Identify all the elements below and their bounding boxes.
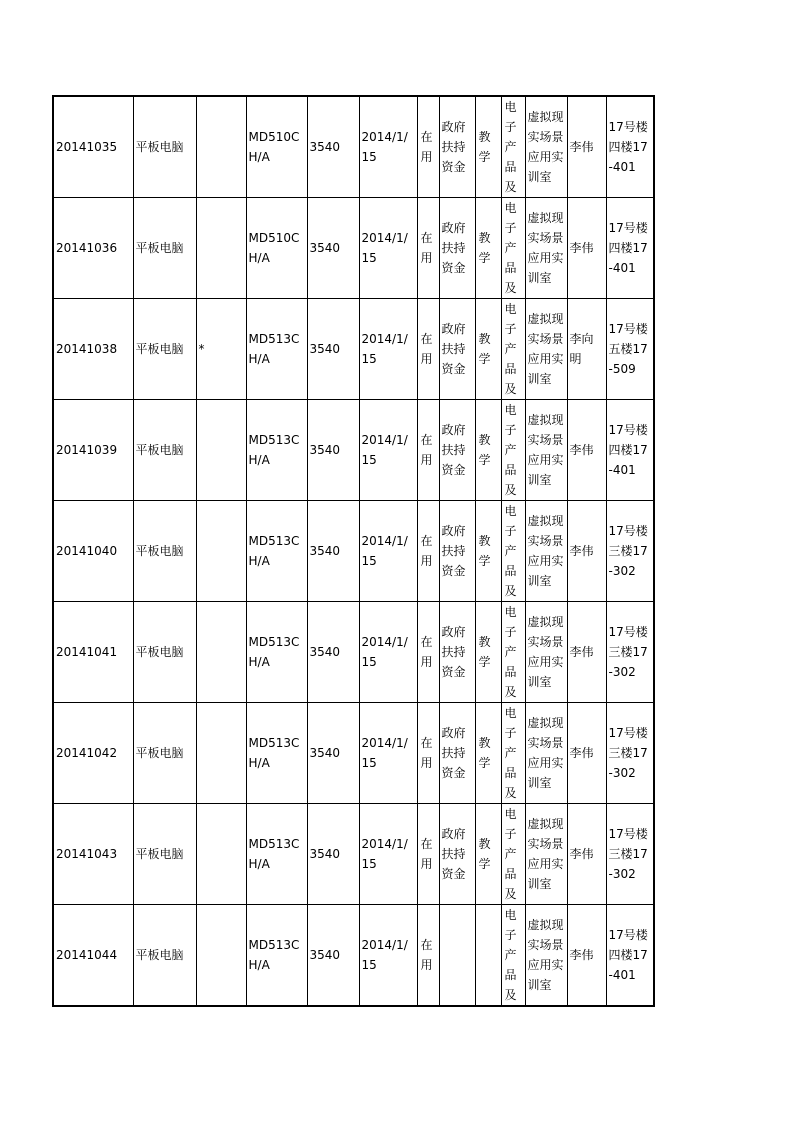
category-cell: 电子产品及: [501, 905, 525, 1007]
price-cell: 3540: [307, 501, 359, 602]
status-cell: 在用: [417, 299, 439, 400]
usage-cell: 教学: [475, 198, 501, 299]
model-cell: MD513CH/A: [246, 703, 307, 804]
location-cell: 17号楼三楼17-302: [606, 804, 654, 905]
table-row: [53, 905, 654, 1007]
table-row: [53, 501, 654, 602]
price-cell: 3540: [307, 804, 359, 905]
asset-table: [52, 95, 655, 1007]
category-cell: 电子产品及: [501, 804, 525, 905]
room-cell: 虚拟现实场景应用实训室: [525, 400, 567, 501]
location-cell: 17号楼四楼17-401: [606, 400, 654, 501]
model-cell: MD513CH/A: [246, 602, 307, 703]
status-cell: 在用: [417, 905, 439, 1007]
status-cell: 在用: [417, 96, 439, 198]
date-cell: 2014/1/15: [359, 905, 417, 1007]
room-cell: 虚拟现实场景应用实训室: [525, 804, 567, 905]
custodian-cell: 李伟: [567, 804, 606, 905]
asset-name-cell: 平板电脑: [133, 299, 196, 400]
room-cell: 虚拟现实场景应用实训室: [525, 198, 567, 299]
location-cell: 17号楼三楼17-302: [606, 501, 654, 602]
date-cell: 2014/1/15: [359, 501, 417, 602]
asset-id-cell: 20141041: [53, 602, 133, 703]
category-cell: 电子产品及: [501, 400, 525, 501]
mark-cell: [196, 602, 246, 703]
fund-source-cell: 政府扶持资金: [439, 299, 475, 400]
fund-source-cell: 政府扶持资金: [439, 804, 475, 905]
model-cell: MD510CH/A: [246, 96, 307, 198]
custodian-cell: 李伟: [567, 198, 606, 299]
asset-name-cell: 平板电脑: [133, 905, 196, 1007]
model-cell: MD510CH/A: [246, 198, 307, 299]
custodian-cell: 李伟: [567, 96, 606, 198]
usage-cell: 教学: [475, 602, 501, 703]
mark-cell: [196, 905, 246, 1007]
date-cell: 2014/1/15: [359, 198, 417, 299]
location-cell: 17号楼三楼17-302: [606, 703, 654, 804]
asset-id-cell: 20141035: [53, 96, 133, 198]
fund-source-cell: 政府扶持资金: [439, 501, 475, 602]
category-cell: 电子产品及: [501, 299, 525, 400]
asset-id-cell: 20141042: [53, 703, 133, 804]
price-cell: 3540: [307, 299, 359, 400]
usage-cell: 教学: [475, 804, 501, 905]
usage-cell: 教学: [475, 299, 501, 400]
status-cell: 在用: [417, 198, 439, 299]
date-cell: 2014/1/15: [359, 703, 417, 804]
room-cell: 虚拟现实场景应用实训室: [525, 501, 567, 602]
mark-cell: [196, 501, 246, 602]
asset-id-cell: 20141038: [53, 299, 133, 400]
asset-name-cell: 平板电脑: [133, 501, 196, 602]
status-cell: 在用: [417, 501, 439, 602]
table-row: [53, 198, 654, 299]
usage-cell: 教学: [475, 400, 501, 501]
asset-id-cell: 20141036: [53, 198, 133, 299]
room-cell: 虚拟现实场景应用实训室: [525, 602, 567, 703]
location-cell: 17号楼五楼17-509: [606, 299, 654, 400]
asset-id-cell: 20141039: [53, 400, 133, 501]
date-cell: 2014/1/15: [359, 602, 417, 703]
price-cell: 3540: [307, 96, 359, 198]
mark-cell: [196, 804, 246, 905]
status-cell: 在用: [417, 400, 439, 501]
category-cell: 电子产品及: [501, 602, 525, 703]
status-cell: 在用: [417, 804, 439, 905]
custodian-cell: 李伟: [567, 501, 606, 602]
asset-name-cell: 平板电脑: [133, 804, 196, 905]
room-cell: 虚拟现实场景应用实训室: [525, 703, 567, 804]
model-cell: MD513CH/A: [246, 299, 307, 400]
date-cell: 2014/1/15: [359, 299, 417, 400]
room-cell: 虚拟现实场景应用实训室: [525, 96, 567, 198]
usage-cell: 教学: [475, 501, 501, 602]
date-cell: 2014/1/15: [359, 400, 417, 501]
room-cell: 虚拟现实场景应用实训室: [525, 299, 567, 400]
fund-source-cell: 政府扶持资金: [439, 602, 475, 703]
custodian-cell: 李伟: [567, 905, 606, 1007]
usage-cell: 教学: [475, 96, 501, 198]
price-cell: 3540: [307, 703, 359, 804]
table-row: [53, 602, 654, 703]
model-cell: MD513CH/A: [246, 501, 307, 602]
fund-source-cell: 政府扶持资金: [439, 400, 475, 501]
price-cell: 3540: [307, 198, 359, 299]
price-cell: 3540: [307, 400, 359, 501]
asset-name-cell: 平板电脑: [133, 96, 196, 198]
mark-cell: [196, 96, 246, 198]
fund-source-cell: [439, 905, 475, 1007]
fund-source-cell: 政府扶持资金: [439, 703, 475, 804]
status-cell: 在用: [417, 703, 439, 804]
usage-cell: [475, 905, 501, 1007]
asset-name-cell: 平板电脑: [133, 703, 196, 804]
asset-table-body: [53, 96, 654, 1006]
fund-source-cell: 政府扶持资金: [439, 96, 475, 198]
mark-cell: [196, 400, 246, 501]
location-cell: 17号楼四楼17-401: [606, 96, 654, 198]
custodian-cell: 李向明: [567, 299, 606, 400]
price-cell: 3540: [307, 905, 359, 1007]
custodian-cell: 李伟: [567, 602, 606, 703]
custodian-cell: 李伟: [567, 400, 606, 501]
category-cell: 电子产品及: [501, 198, 525, 299]
asset-id-cell: 20141043: [53, 804, 133, 905]
category-cell: 电子产品及: [501, 96, 525, 198]
location-cell: 17号楼四楼17-401: [606, 198, 654, 299]
usage-cell: 教学: [475, 703, 501, 804]
model-cell: MD513CH/A: [246, 400, 307, 501]
asset-name-cell: 平板电脑: [133, 198, 196, 299]
table-row: [53, 299, 654, 400]
location-cell: 17号楼三楼17-302: [606, 602, 654, 703]
table-row: [53, 703, 654, 804]
mark-cell: *: [196, 299, 246, 400]
model-cell: MD513CH/A: [246, 804, 307, 905]
fund-source-cell: 政府扶持资金: [439, 198, 475, 299]
date-cell: 2014/1/15: [359, 96, 417, 198]
location-cell: 17号楼四楼17-401: [606, 905, 654, 1007]
table-row: [53, 96, 654, 198]
price-cell: 3540: [307, 602, 359, 703]
status-cell: 在用: [417, 602, 439, 703]
category-cell: 电子产品及: [501, 501, 525, 602]
model-cell: MD513CH/A: [246, 905, 307, 1007]
mark-cell: [196, 703, 246, 804]
room-cell: 虚拟现实场景应用实训室: [525, 905, 567, 1007]
category-cell: 电子产品及: [501, 703, 525, 804]
asset-id-cell: 20141040: [53, 501, 133, 602]
date-cell: 2014/1/15: [359, 804, 417, 905]
mark-cell: [196, 198, 246, 299]
asset-name-cell: 平板电脑: [133, 400, 196, 501]
asset-name-cell: 平板电脑: [133, 602, 196, 703]
table-row: [53, 804, 654, 905]
table-row: [53, 400, 654, 501]
asset-id-cell: 20141044: [53, 905, 133, 1007]
custodian-cell: 李伟: [567, 703, 606, 804]
